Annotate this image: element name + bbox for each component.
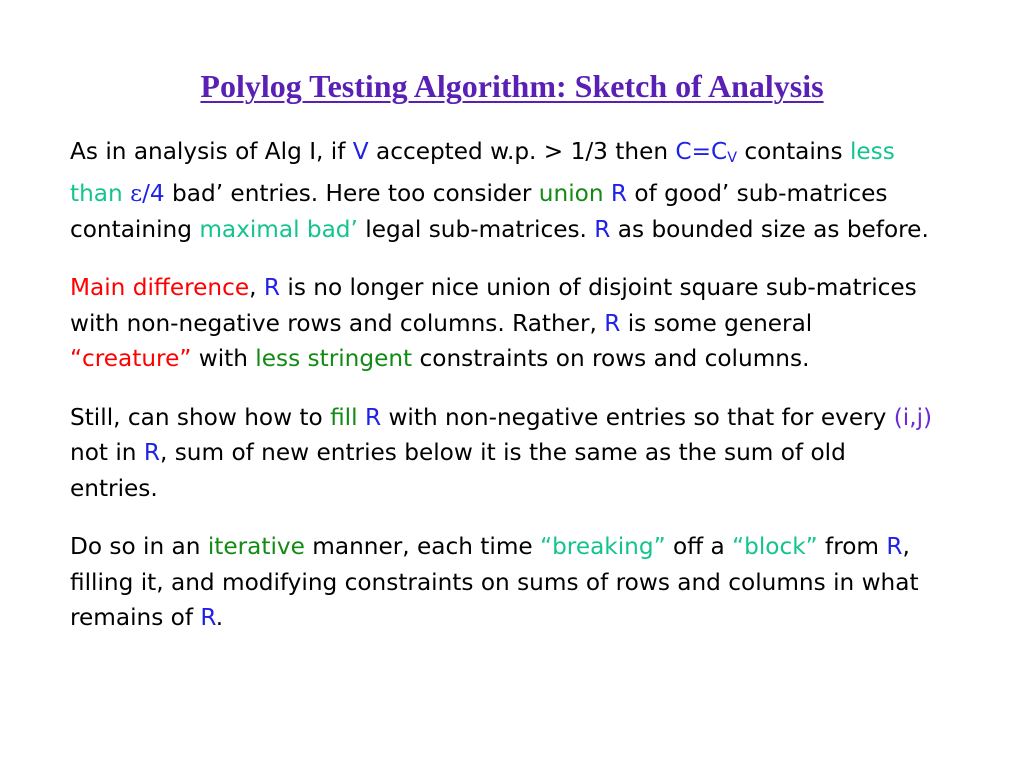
text-segment: as bounded size as before. <box>610 215 929 243</box>
text-segment: not in <box>70 439 144 467</box>
slide-title: Polylog Testing Algorithm: Sketch of Analysis <box>200 68 824 104</box>
text-segment: R <box>886 533 903 561</box>
text-segment: “breaking” <box>540 533 666 561</box>
text-segment: R <box>200 604 216 632</box>
text-segment: Still, can show how to <box>70 403 331 431</box>
paragraph-2 <box>70 270 940 377</box>
text-segment: constraints on rows and columns. <box>412 345 810 373</box>
text-segment: R <box>594 215 611 243</box>
text-segment: accepted w.p. > 1/3 then <box>368 138 676 165</box>
text-segment: manner, each time <box>304 533 541 561</box>
text-segment: fill <box>330 403 358 431</box>
text-segment: ε <box>130 180 143 208</box>
text-segment <box>358 404 365 431</box>
text-segment: “block” <box>732 533 818 561</box>
text-segment: is some general <box>620 309 813 337</box>
text-segment: , <box>249 274 264 302</box>
text-segment <box>604 180 611 207</box>
text-segment: , filling it, and modifying constraints on sums of rows and columns in what remains of <box>70 533 919 632</box>
text-segment: . <box>215 604 224 632</box>
text-segment: bad’ entries. Here too consider <box>164 180 539 208</box>
text-segment: off a <box>665 533 733 561</box>
text-segment: R <box>143 439 160 467</box>
text-segment: (i,j) <box>893 403 933 431</box>
text-segment: less than <box>70 138 895 208</box>
text-segment: , sum of new entries below it is the same as the sum of old entries. <box>70 439 846 502</box>
paragraph-3 <box>70 400 940 507</box>
text-segment: “creature” <box>70 345 192 373</box>
text-segment: R <box>610 180 628 208</box>
text-segment: less stringent <box>255 345 413 373</box>
text-segment: iterative <box>207 533 305 561</box>
text-segment: with non-negative entries so that for every <box>381 403 894 431</box>
text-segment: union <box>538 180 604 208</box>
text-segment: Main difference <box>70 274 250 302</box>
text-segment: R <box>263 274 281 302</box>
text-segment: from <box>817 533 887 561</box>
text-segment: V <box>352 138 369 165</box>
text-segment: C=C <box>675 138 728 165</box>
text-segment: is no longer nice union of disjoint square sub-matrices with non-negative rows and columns. Rather, <box>70 274 917 337</box>
text-segment: R <box>604 309 621 337</box>
text-segment: Do so in an <box>70 533 208 561</box>
text-segment: V <box>727 149 738 166</box>
text-segment: R <box>364 403 382 431</box>
text-segment: As in analysis of Alg I, if <box>70 138 353 165</box>
text-segment: with <box>191 345 256 373</box>
paragraph-1 <box>70 134 940 247</box>
text-segment: /4 <box>142 180 165 208</box>
text-segment: of good’ sub-matrices containing <box>70 180 888 243</box>
paragraph-4 <box>70 529 940 636</box>
slide-body <box>70 134 940 659</box>
text-segment: contains <box>737 138 850 165</box>
text-segment: maximal bad’ <box>199 215 358 243</box>
text-segment: legal sub-matrices. <box>357 215 595 243</box>
